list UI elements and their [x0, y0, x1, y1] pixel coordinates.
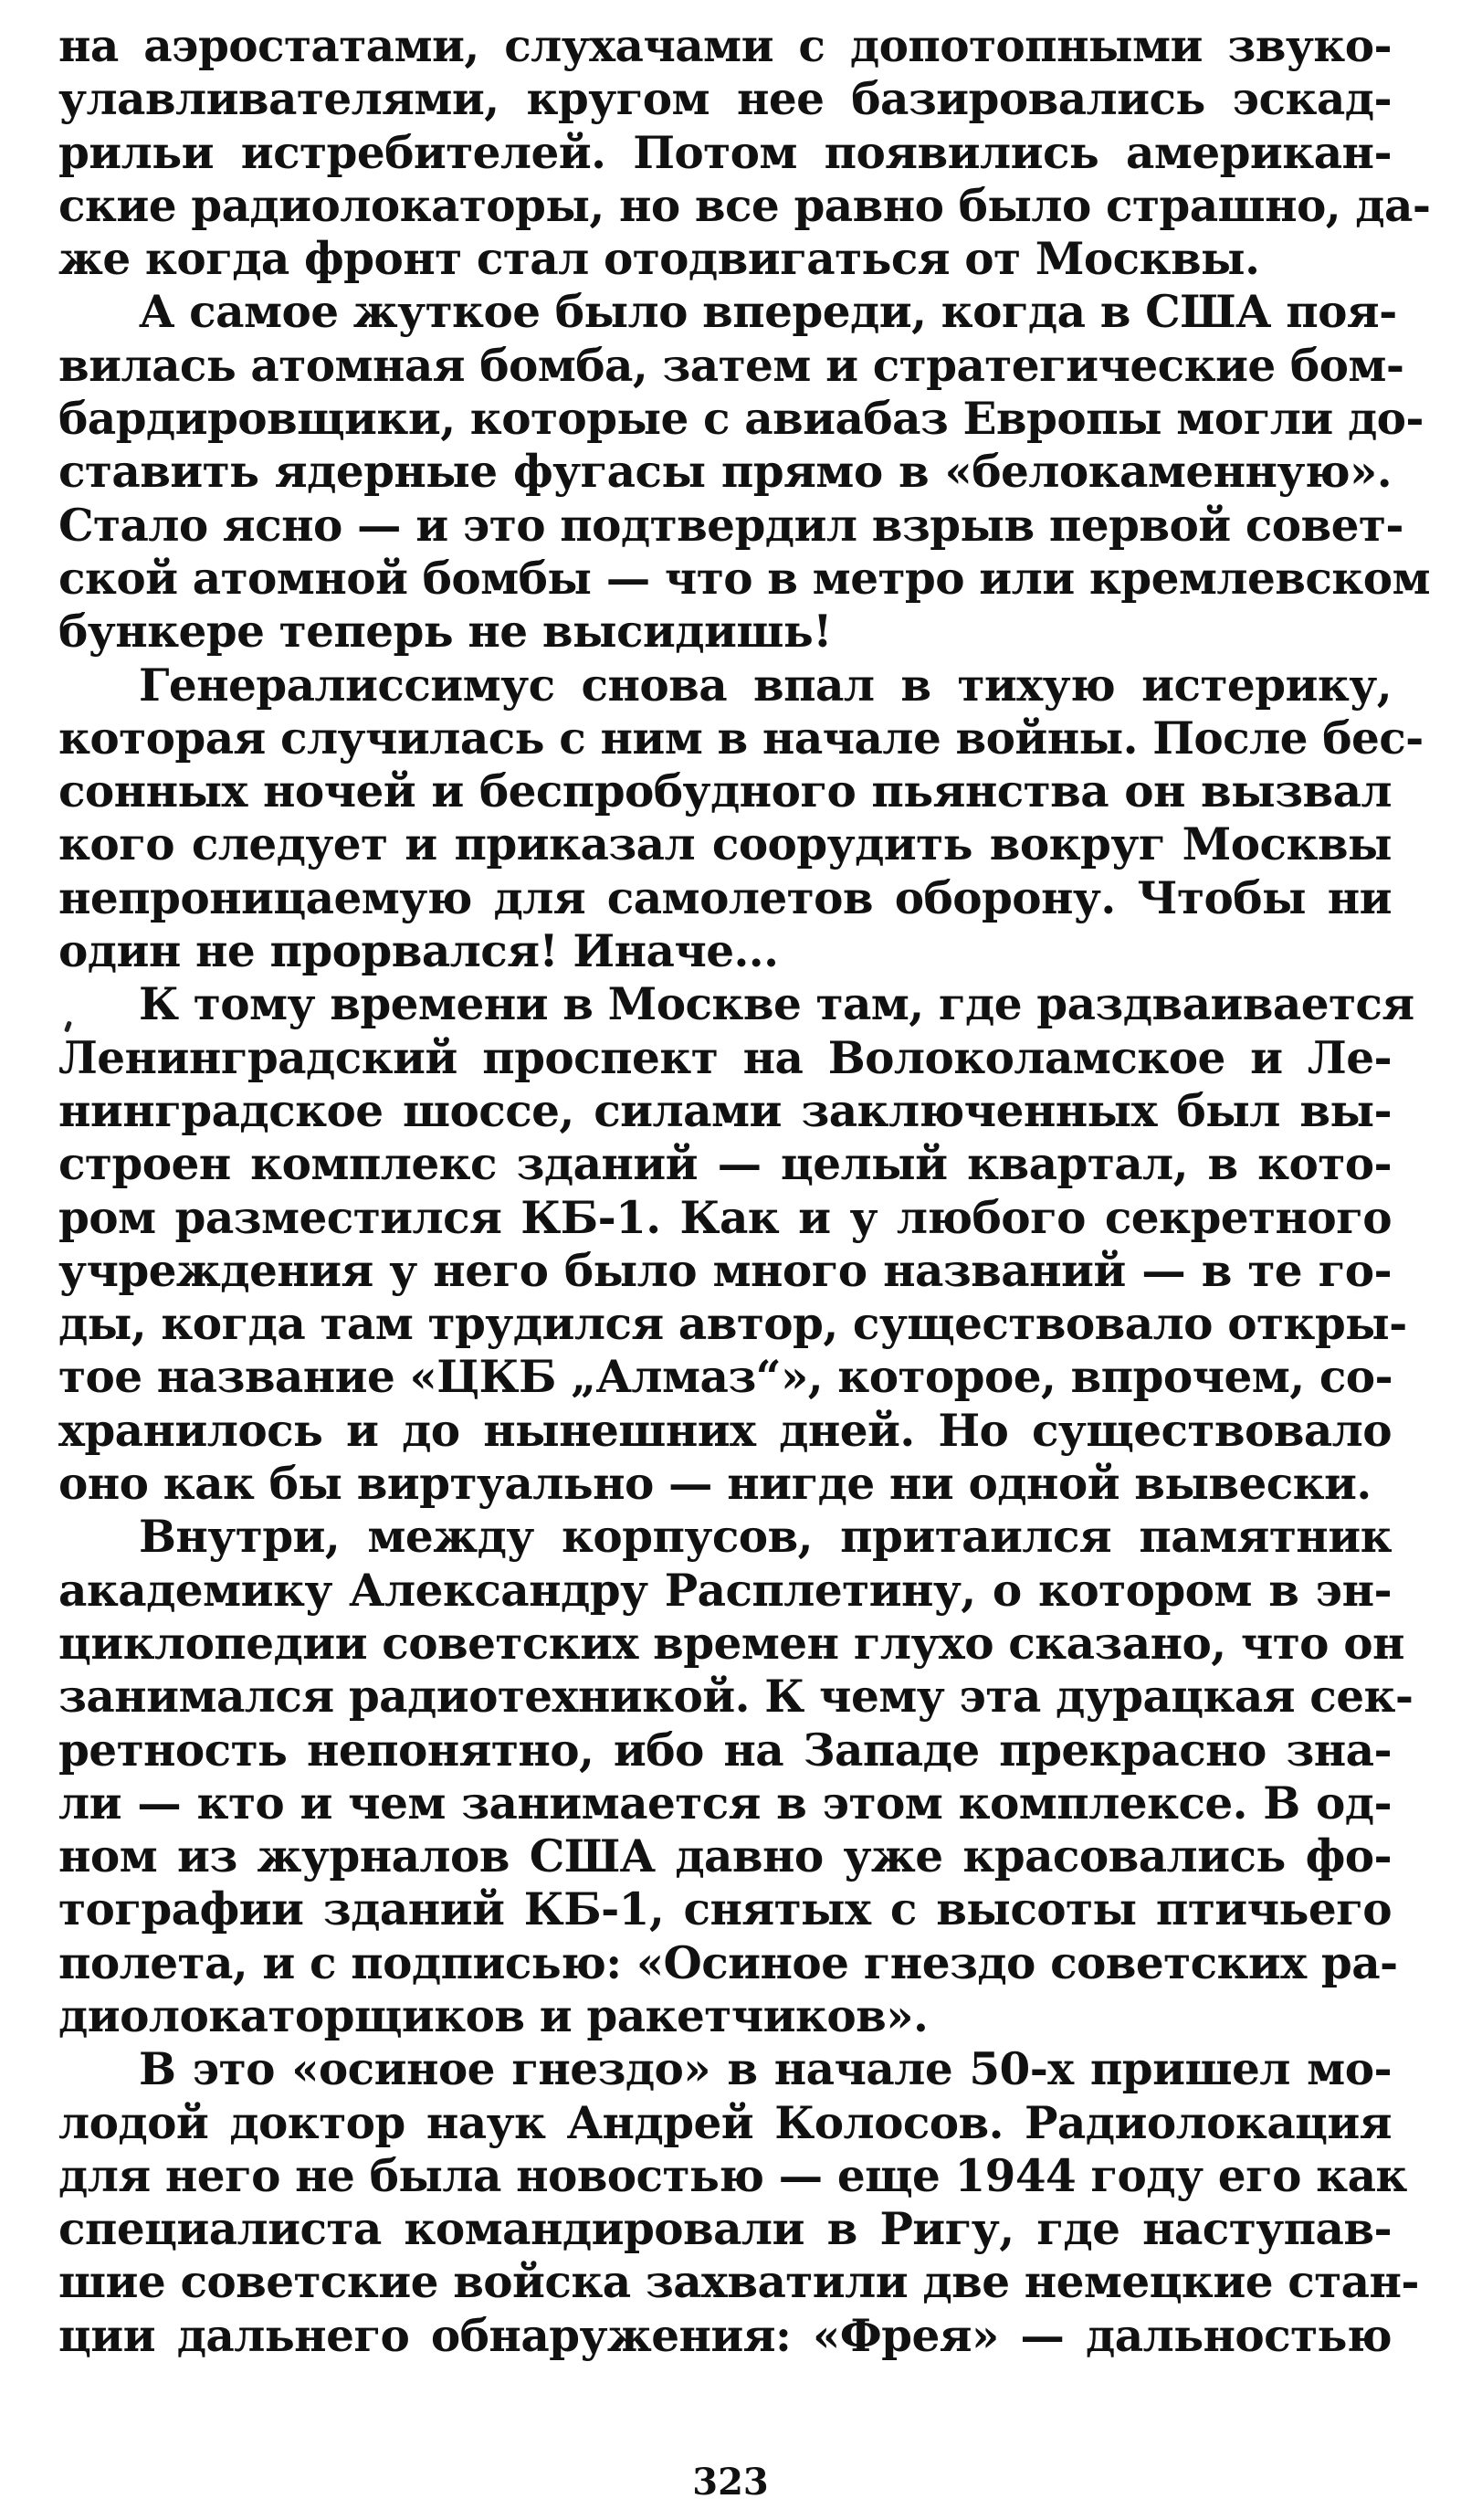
- text-line: учреждения у него было много названий — в те го-: [58, 1244, 1392, 1297]
- text-line: вилась атомная бомба, затем и стратегические бом-: [58, 339, 1404, 392]
- text-line: В это «осиное гнездо» в начале 50-х пришел мо-: [139, 2043, 1392, 2096]
- paragraph: [58, 20, 1431, 286]
- text-line: лодой доктор наук Андрей Колосов. Радиолокация: [58, 2096, 1392, 2149]
- text-line: строен комплекс зданий — целый квартал, в кото-: [58, 1138, 1392, 1191]
- text-line: специалиста командировали в Ригу, где наступав-: [58, 2203, 1392, 2256]
- text-line: диолокаторщиков и ракетчиков».: [58, 1989, 929, 2042]
- paragraph: [58, 659, 1424, 979]
- text-line: А самое жуткое было впереди, когда в США поя-: [139, 286, 1397, 339]
- page-body: [58, 20, 1431, 2363]
- paragraph: [58, 286, 1430, 659]
- paragraph: [58, 1511, 1414, 2043]
- text-line: для него не была новостью — еще 1944 году его как: [58, 2149, 1407, 2202]
- text-line: бункере теперь не высидишь!: [58, 606, 832, 659]
- text-line: ли — кто и чем занимается в этом комплексе. В од-: [58, 1777, 1392, 1829]
- text-line: академику Александру Расплетину, о котором в эн-: [58, 1564, 1392, 1617]
- text-line: ставить ядерные фугасы прямо в «белокаменную».: [58, 446, 1392, 499]
- text-line: циклопедии советских времен глухо сказано, что он: [58, 1617, 1404, 1670]
- paragraph: [58, 2043, 1419, 2363]
- text-line: Стало ясно — и это подтвердил взрыв первой совет-: [58, 499, 1403, 552]
- paragraph: [58, 978, 1414, 1511]
- text-line: занимался радиотехникой. К чему эта дурацкая сек-: [58, 1671, 1414, 1724]
- text-line: бардировщики, которые с авиабаз Европы могли до-: [58, 393, 1424, 446]
- text-line: нинградское шоссе, силами заключенных был вы-: [58, 1084, 1392, 1137]
- text-line: ном из журналов США давно уже красовались фо-: [58, 1830, 1392, 1883]
- text-line: шие советские войска захватили две немецкие стан-: [58, 2256, 1419, 2309]
- text-line: ции дальнего обнаружения: «Фрея» — дальностью: [58, 2309, 1392, 2362]
- text-line: ской атомной бомбы — что в метро или кремлевском: [58, 552, 1430, 605]
- text-line: К тому времени в Москве там, где раздваивается: [139, 978, 1414, 1031]
- text-line: Ленинградский проспект на Волоколамское и Ле-: [58, 1031, 1392, 1084]
- text-line: оно как бы виртуально — нигде ни одной вывески.: [58, 1458, 1372, 1511]
- text-line: ретность непонятно, ибо на Западе прекрасно зна-: [58, 1724, 1392, 1777]
- text-line: Генералиссимус снова впал в тихую истерику,: [139, 659, 1392, 712]
- text-line: же когда фронт стал отодвигаться от Москвы.: [58, 233, 1260, 286]
- text-line: непроницаемую для самолетов оборону. Чтобы ни: [58, 871, 1392, 924]
- text-line: рильи истребителей. Потом появились американ-: [58, 126, 1392, 179]
- text-line: кого следует и приказал соорудить вокруг Москвы: [58, 818, 1392, 871]
- text-line: хранилось и до нынешних дней. Но существовало: [58, 1404, 1392, 1457]
- text-line: тое название «ЦКБ „Алмаз“», которое, впрочем, со-: [58, 1351, 1393, 1404]
- text-line: ские радиолокаторы, но все равно было страшно, да-: [58, 179, 1431, 232]
- text-line: ды, когда там трудился автор, существовало откры-: [58, 1298, 1407, 1351]
- text-line: сонных ночей и беспробудного пьянства он вызвал: [58, 765, 1392, 818]
- page-number: 323: [692, 2461, 769, 2504]
- text-line: на аэростатами, слухачами с допотопными звуко-: [58, 20, 1392, 72]
- text-line: которая случилась с ним в начале войны. После бес-: [58, 712, 1424, 764]
- text-line: улавливателями, кругом нее базировались эскад-: [58, 73, 1392, 126]
- text-line: Внутри, между корпусов, притаился памятник: [139, 1511, 1392, 1564]
- text-line: ром разместился КБ-1. Как и у любого секретного: [58, 1191, 1392, 1244]
- text-line: тографии зданий КБ-1, снятых с высоты птичьего: [58, 1883, 1392, 1936]
- text-line: полета, и с подписью: «Осиное гнездо советских ра-: [58, 1936, 1398, 1989]
- text-line: один не прорвался! Иначе...: [58, 925, 779, 978]
